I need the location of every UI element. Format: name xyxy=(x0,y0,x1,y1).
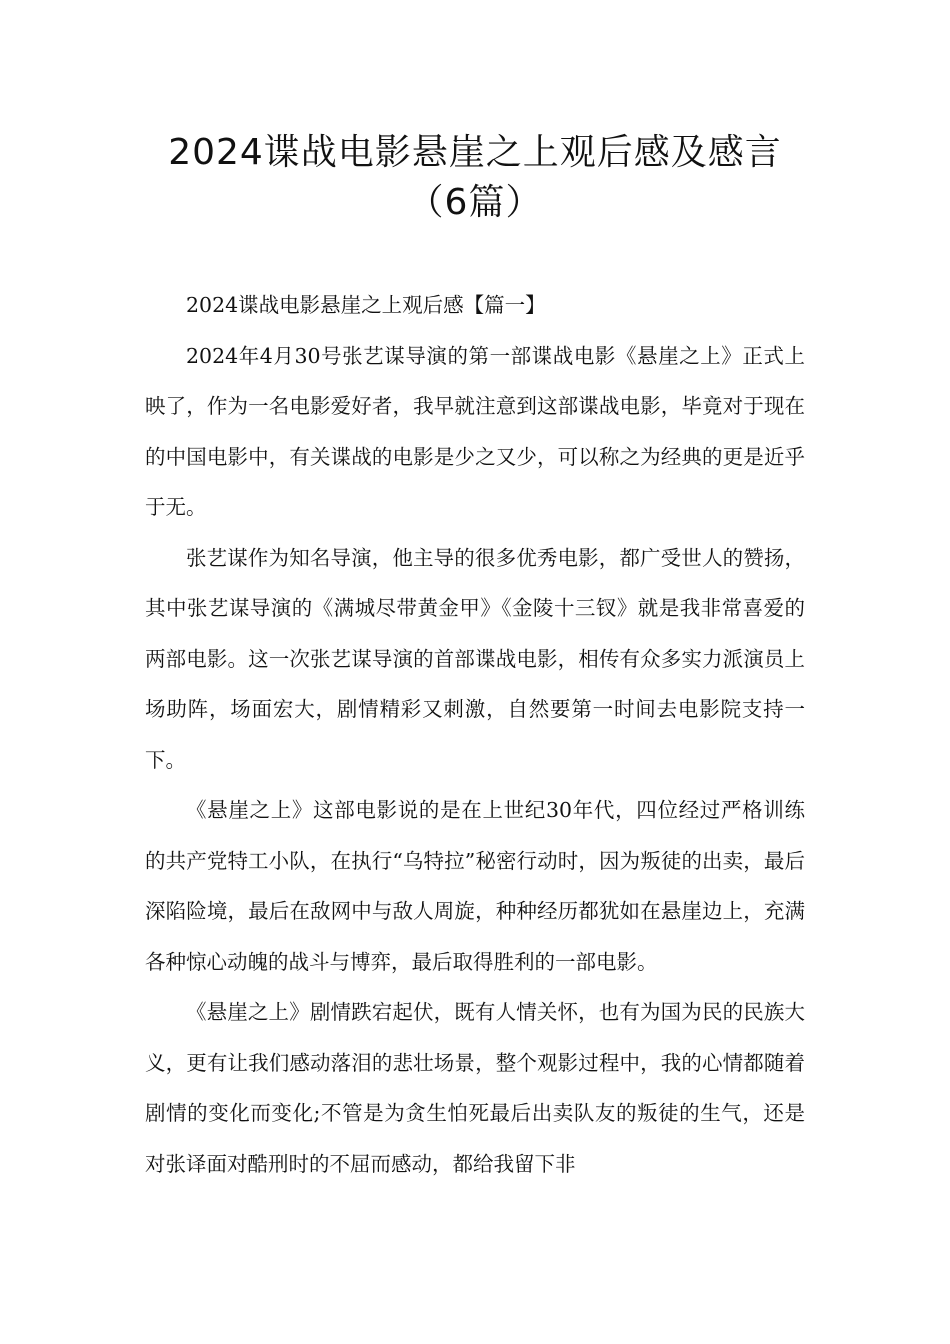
section-heading: 2024谍战电影悬崖之上观后感【篇一】 xyxy=(186,293,546,317)
paragraph: 张艺谋作为知名导演，他主导的很多优秀电影，都广受世人的赞扬，其中张艺谋导演的《满城尽带黄金甲》《金陵十三钗》就是我非常喜爱的两部电影。这一次张艺谋导演的首部谍战电影，相传有众多实力派演员上场助阵，场面宏大，剧情精彩又刺激，自然要第一时间去电影院支持一下。 xyxy=(145,545,805,772)
document-title: 2024谍战电影悬崖之上观后感及感言 xyxy=(168,132,782,173)
paragraph: 《悬崖之上》剧情跌宕起伏，既有人情关怀，也有为国为民的民族大义，更有让我们感动落泪的悲壮场景，整个观影过程中，我的心情都随着剧情的变化而变化;不管是为贪生怕死最后出卖队友的叛徒的生气，还是对张译面对酷刑时的不屈而感动，都给我留下非 xyxy=(145,1000,805,1176)
paragraph: 《悬崖之上》这部电影说的是在上世纪30年代，四位经过严格训练的共产党特工小队，在执行“乌特拉”秘密行动时，因为叛徒的出卖，最后深陷险境，最后在敌网中与敌人周旋，种种经历都犹如在悬崖边上，充满各种惊心动魄的战斗与博弈，最后取得胜利的一部电影。 xyxy=(145,798,805,974)
document-title-subtitle: （6篇） xyxy=(407,182,543,223)
paragraph: 2024年4月30号张艺谋导演的第一部谍战电影《悬崖之上》正式上映了，作为一名电影爱好者，我早就注意到这部谍战电影，毕竟对于现在的中国电影中，有关谍战的电影是少之又少，可以称之为经典的更是近乎于无。 xyxy=(145,343,805,519)
document-body xyxy=(145,280,805,1189)
